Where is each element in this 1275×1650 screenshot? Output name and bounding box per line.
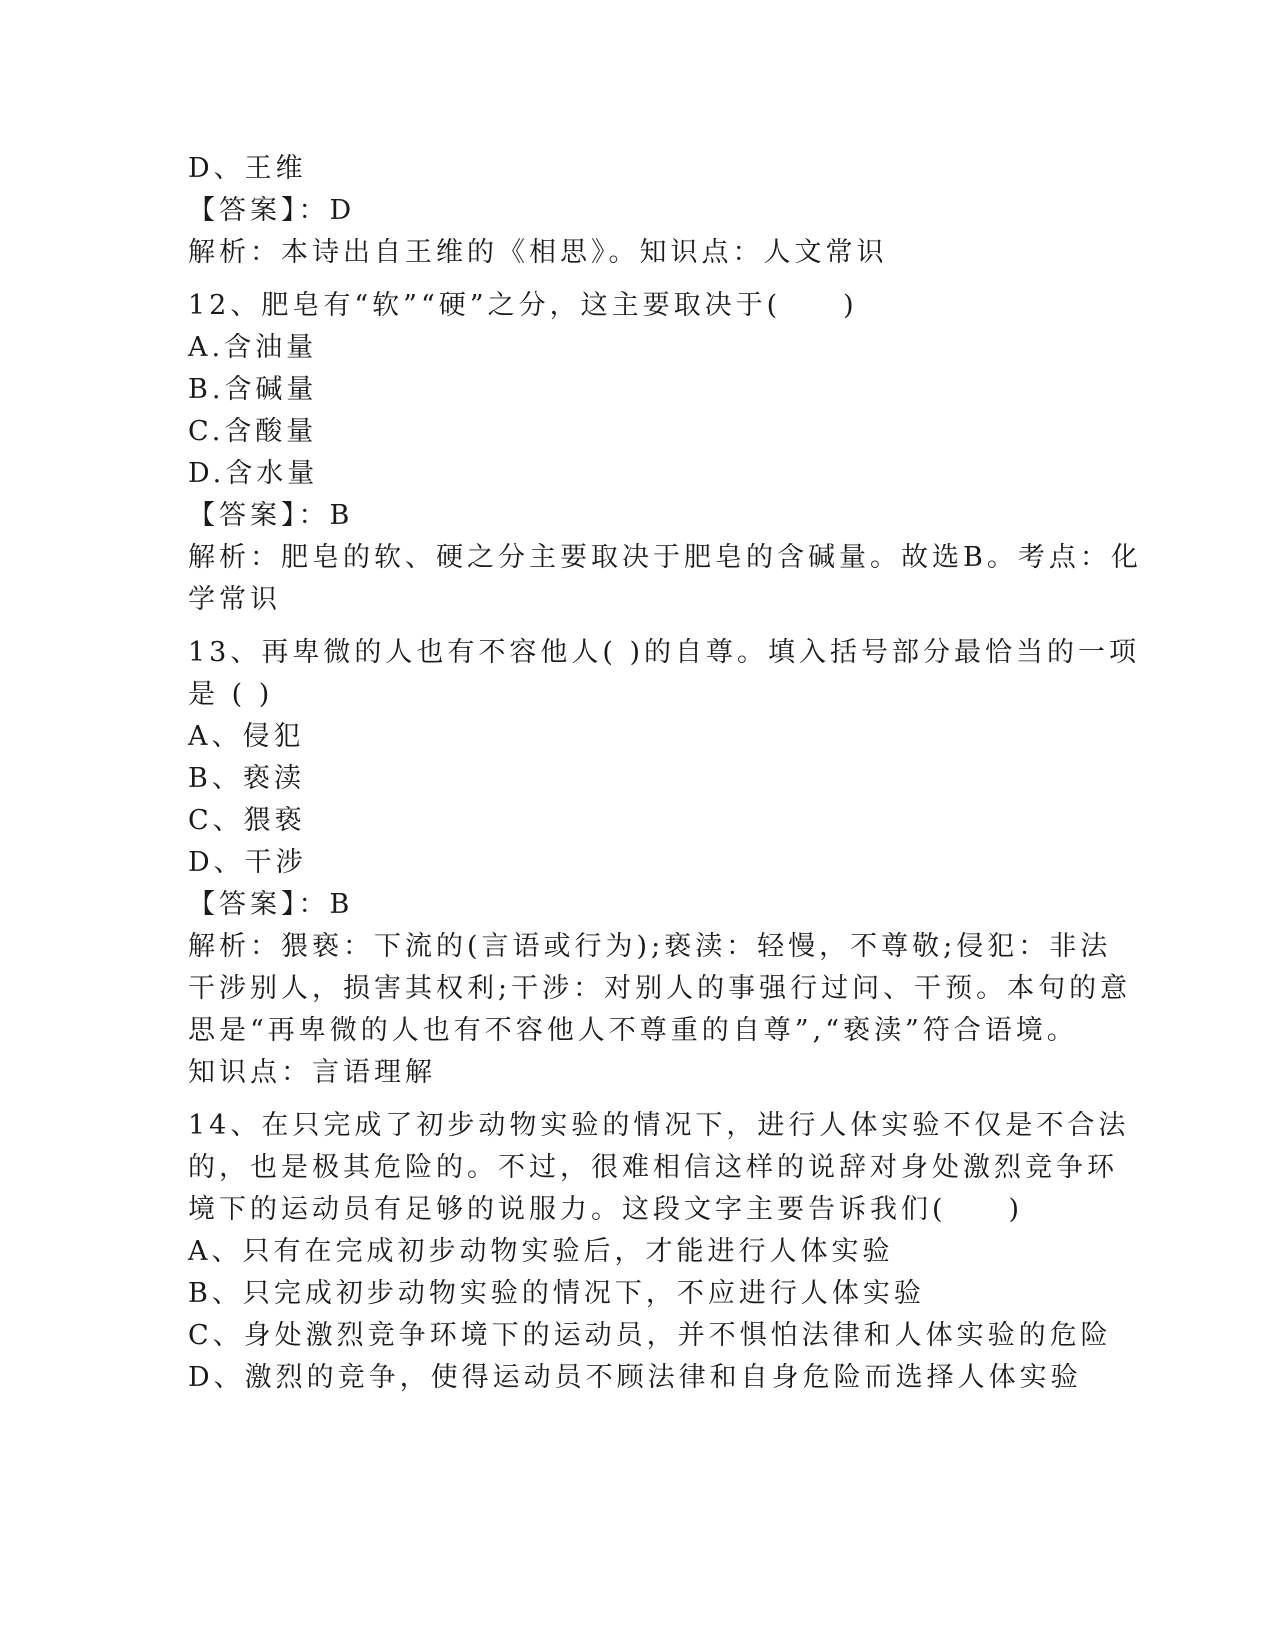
document-page bbox=[188, 148, 1142, 1399]
answer-line: 【答案】：D bbox=[188, 195, 356, 226]
option-d: D.含水量 bbox=[188, 458, 319, 489]
question-stem: 的，也是极其危险的。不过，很难相信这样的说辞对身处激烈竞争环 bbox=[188, 1152, 1118, 1183]
option-b: B、只完成初步动物实验的情况下，不应进行人体实验 bbox=[188, 1278, 925, 1309]
question-stem: 13、再卑微的人也有不容他人( )的自尊。填入括号部分最恰当的一项 bbox=[188, 637, 1141, 668]
explanation-line: 解析：本诗出自王维的《相思》。知识点：人文常识 bbox=[188, 237, 888, 268]
option-a: A、侵犯 bbox=[188, 721, 305, 752]
option-c: C、身处激烈竞争环境下的运动员，并不惧怕法律和人体实验的危险 bbox=[188, 1320, 1112, 1351]
explanation-line: 学常识 bbox=[188, 584, 281, 615]
option-b: B.含碱量 bbox=[188, 374, 318, 405]
option-a: A、只有在完成初步动物实验后，才能进行人体实验 bbox=[188, 1236, 894, 1267]
explanation-line: 思是“再卑微的人也有不容他人不尊重的自尊”,“亵渎”符合语境。 bbox=[188, 1015, 1078, 1046]
answer-line: 【答案】：B bbox=[188, 889, 354, 920]
question-14 bbox=[188, 1105, 1130, 1399]
option-a: A.含油量 bbox=[188, 332, 318, 363]
question-11-tail bbox=[188, 148, 1088, 274]
option-d: D、干涉 bbox=[188, 847, 307, 878]
question-stem: 是 ( ) bbox=[188, 679, 274, 710]
option-d: D、激烈的竞争，使得运动员不顾法律和自身危险而选择人体实验 bbox=[188, 1362, 1082, 1393]
option-c: C.含酸量 bbox=[188, 416, 318, 447]
answer-line: 【答案】：B bbox=[188, 500, 354, 531]
option-c: C、猥亵 bbox=[188, 805, 306, 836]
question-12 bbox=[188, 285, 1142, 621]
explanation-line: 干涉别人，损害其权利;干涉：对别人的事强行过问、干预。本句的意 bbox=[188, 973, 1132, 1004]
question-stem: 12、肥皂有“软”“硬”之分，这主要取决于( ) bbox=[188, 290, 858, 321]
explanation-line: 解析：肥皂的软、硬之分主要取决于肥皂的含碱量。故选B。考点：化 bbox=[188, 542, 1142, 573]
option-d: D、王维 bbox=[188, 153, 307, 184]
question-13 bbox=[188, 632, 1141, 1094]
option-b: B、亵渎 bbox=[188, 763, 305, 794]
explanation-line: 知识点：言语理解 bbox=[188, 1057, 436, 1088]
question-stem: 境下的运动员有足够的说服力。这段文字主要告诉我们( ) bbox=[188, 1194, 1024, 1225]
explanation-line: 解析：猥亵：下流的(言语或行为);亵渎：轻慢，不尊敬;侵犯：非法 bbox=[188, 931, 1112, 962]
question-stem: 14、在只完成了初步动物实验的情况下，进行人体实验不仅是不合法 bbox=[188, 1110, 1130, 1141]
